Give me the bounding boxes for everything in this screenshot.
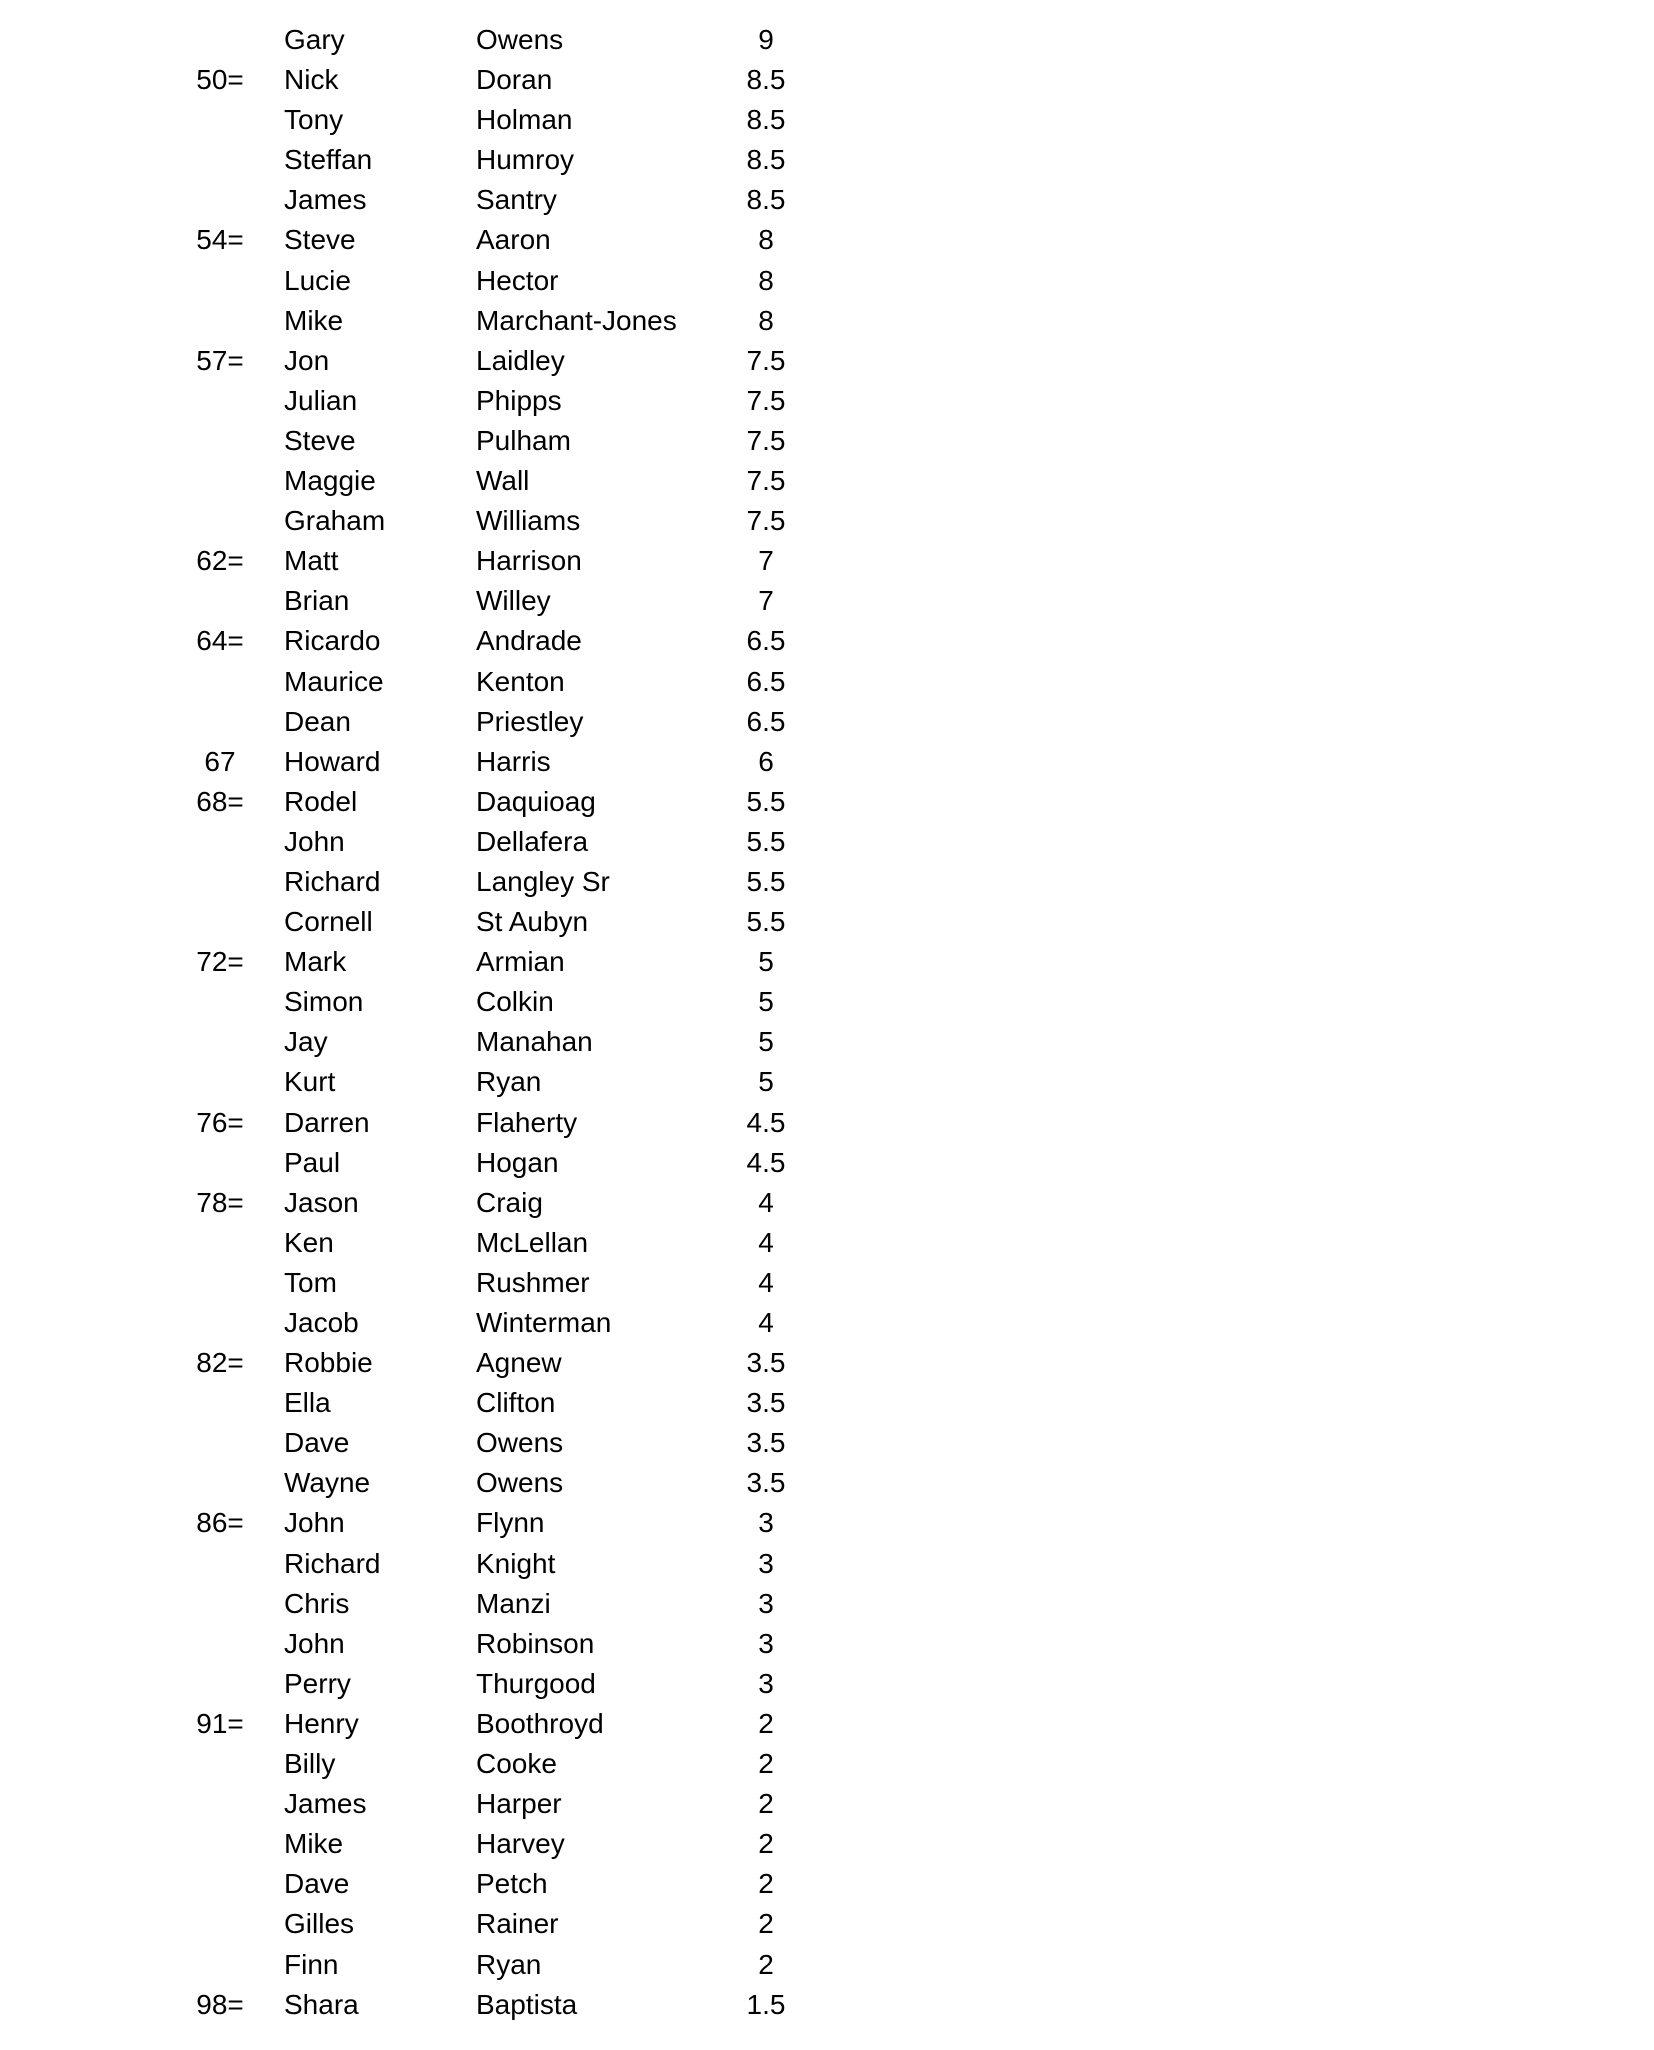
score-cell: 3.5 [746, 1347, 786, 1379]
score-cell: 4.5 [746, 1106, 786, 1138]
score-cell: 5 [758, 946, 774, 978]
first-name-cell: Ella [284, 1387, 331, 1419]
first-name-cell: James [284, 1788, 367, 1820]
score-cell: 9 [758, 24, 774, 55]
table-row [0, 1263, 1654, 1303]
table-row [0, 1062, 1654, 1102]
rank-cell: 64= [196, 625, 244, 657]
score-cell: 8 [758, 264, 774, 296]
last-name-cell: Baptista [476, 1988, 578, 2020]
table-row [0, 782, 1654, 822]
rank-cell: 82= [196, 1347, 244, 1379]
table-row [0, 60, 1654, 100]
last-name-cell: Ryan [476, 1948, 542, 1980]
table-row [0, 822, 1654, 862]
score-cell: 4 [758, 1226, 774, 1258]
score-cell: 7.5 [746, 344, 786, 376]
last-name-cell: Dellafera [476, 825, 589, 857]
table-row [0, 982, 1654, 1022]
score-cell: 5.5 [746, 825, 786, 857]
last-name-cell: Hector [476, 264, 559, 296]
first-name-cell: Billy [284, 1748, 336, 1780]
score-cell: 3 [758, 1587, 774, 1619]
table-row [0, 862, 1654, 902]
rank-cell: 91= [196, 1707, 244, 1739]
score-cell: 7.5 [746, 465, 786, 497]
table-row [0, 541, 1654, 581]
first-name-cell: Mike [284, 1828, 344, 1860]
score-cell: 2 [758, 1908, 774, 1940]
first-name-cell: Jacob [284, 1307, 359, 1338]
first-name-cell: Ken [284, 1226, 334, 1258]
rank-cell: 98= [196, 1988, 244, 2020]
table-row [0, 1103, 1654, 1143]
score-cell: 8.5 [746, 104, 786, 136]
first-name-cell: Jay [284, 1026, 328, 1058]
table-row [0, 942, 1654, 982]
first-name-cell: Matt [284, 545, 339, 577]
table-row [0, 742, 1654, 782]
table-row [0, 421, 1654, 461]
last-name-cell: Winterman [476, 1307, 612, 1338]
last-name-cell: Colkin [476, 986, 554, 1018]
score-cell: 5 [758, 1066, 774, 1098]
last-name-cell: Owens [476, 24, 564, 55]
last-name-cell: Phipps [476, 384, 562, 416]
first-name-cell: Robbie [284, 1347, 373, 1379]
last-name-cell: Clifton [476, 1387, 556, 1419]
first-name-cell: Steve [284, 424, 356, 456]
first-name-cell: John [284, 1507, 345, 1539]
table-row [0, 1183, 1654, 1223]
table-row [0, 301, 1654, 341]
first-name-cell: Julian [284, 384, 358, 416]
table-row [0, 341, 1654, 381]
last-name-cell: Flynn [476, 1507, 545, 1539]
table-row [0, 140, 1654, 180]
score-cell: 2 [758, 1948, 774, 1980]
score-cell: 7 [758, 585, 774, 617]
table-row [0, 702, 1654, 742]
first-name-cell: Dave [284, 1868, 350, 1900]
last-name-cell: Armian [476, 946, 565, 978]
first-name-cell: Richard [284, 1547, 381, 1579]
table-row [0, 581, 1654, 621]
table-row [0, 1343, 1654, 1383]
table-row [0, 1824, 1654, 1864]
table-row [0, 662, 1654, 702]
first-name-cell: Tom [284, 1266, 337, 1298]
table-row [0, 1584, 1654, 1624]
score-cell: 4 [758, 1266, 774, 1298]
last-name-cell: Priestley [476, 705, 584, 737]
table-row [0, 1784, 1654, 1824]
score-cell: 8 [758, 304, 774, 336]
rank-cell: 72= [196, 946, 244, 978]
table-row [0, 461, 1654, 501]
score-cell: 5.5 [746, 865, 786, 897]
first-name-cell: Brian [284, 585, 350, 617]
score-cell: 7.5 [746, 384, 786, 416]
table-row [0, 100, 1654, 140]
score-cell: 3.5 [746, 1387, 786, 1419]
first-name-cell: Wayne [284, 1467, 371, 1499]
last-name-cell: Owens [476, 1427, 564, 1459]
first-name-cell: Howard [284, 745, 381, 777]
last-name-cell: Agnew [476, 1347, 562, 1379]
rank-cell: 78= [196, 1186, 244, 1218]
table-row [0, 1704, 1654, 1744]
last-name-cell: Ryan [476, 1066, 542, 1098]
last-name-cell: Manzi [476, 1587, 551, 1619]
first-name-cell: Jason [284, 1186, 359, 1218]
table-row [0, 20, 1654, 60]
score-cell: 5.5 [746, 785, 786, 817]
score-cell: 2 [758, 1788, 774, 1820]
score-cell: 3.5 [746, 1427, 786, 1459]
score-cell: 2 [758, 1868, 774, 1900]
score-cell: 7.5 [746, 505, 786, 537]
first-name-cell: Finn [284, 1948, 339, 1980]
first-name-cell: Darren [284, 1106, 370, 1138]
first-name-cell: Tony [284, 104, 344, 136]
last-name-cell: Harvey [476, 1828, 565, 1860]
first-name-cell: Richard [284, 865, 381, 897]
rank-cell: 86= [196, 1507, 244, 1539]
first-name-cell: Steve [284, 224, 356, 256]
table-row [0, 180, 1654, 220]
score-cell: 7 [758, 545, 774, 577]
last-name-cell: Owens [476, 1467, 564, 1499]
table-row [0, 902, 1654, 942]
score-cell: 4 [758, 1307, 774, 1338]
first-name-cell: John [284, 825, 345, 857]
score-cell: 3 [758, 1507, 774, 1539]
table-row [0, 1664, 1654, 1704]
last-name-cell: Holman [476, 104, 573, 136]
last-name-cell: Manahan [476, 1026, 593, 1058]
table-row [0, 1544, 1654, 1584]
last-name-cell: Pulham [476, 424, 571, 456]
first-name-cell: Shara [284, 1988, 359, 2020]
last-name-cell: Laidley [476, 344, 565, 376]
last-name-cell: Doran [476, 64, 553, 96]
last-name-cell: Cooke [476, 1748, 557, 1780]
first-name-cell: Maurice [284, 665, 384, 697]
first-name-cell: John [284, 1627, 345, 1659]
table-row [0, 261, 1654, 301]
first-name-cell: Kurt [284, 1066, 336, 1098]
score-cell: 6 [758, 745, 774, 777]
table-row [0, 1904, 1654, 1944]
last-name-cell: Robinson [476, 1627, 595, 1659]
first-name-cell: Mark [284, 946, 347, 978]
first-name-cell: Dave [284, 1427, 350, 1459]
score-cell: 8.5 [746, 144, 786, 176]
table-row [0, 1985, 1654, 2025]
score-cell: 5 [758, 1026, 774, 1058]
last-name-cell: Rushmer [476, 1266, 590, 1298]
first-name-cell: Graham [284, 505, 386, 537]
last-name-cell: St Aubyn [476, 906, 589, 938]
table-row [0, 1423, 1654, 1463]
table-row [0, 1223, 1654, 1263]
last-name-cell: Harris [476, 745, 551, 777]
first-name-cell: Rodel [284, 785, 358, 817]
last-name-cell: Kenton [476, 665, 565, 697]
rank-cell: 50= [196, 64, 244, 96]
table-row [0, 381, 1654, 421]
score-cell: 3 [758, 1667, 774, 1699]
last-name-cell: Wall [476, 465, 530, 497]
table-row [0, 1303, 1654, 1343]
rank-cell: 57= [196, 344, 244, 376]
first-name-cell: Chris [284, 1587, 350, 1619]
first-name-cell: Nick [284, 64, 339, 96]
score-cell: 6.5 [746, 665, 786, 697]
first-name-cell: Steffan [284, 144, 373, 176]
score-cell: 2 [758, 1748, 774, 1780]
table-row [0, 1463, 1654, 1503]
last-name-cell: Knight [476, 1547, 556, 1579]
first-name-cell: Lucie [284, 264, 351, 296]
last-name-cell: Petch [476, 1868, 548, 1900]
table-row [0, 1383, 1654, 1423]
first-name-cell: Ricardo [284, 625, 381, 657]
score-cell: 1.5 [746, 1988, 786, 2020]
last-name-cell: Harrison [476, 545, 582, 577]
rank-cell: 67 [204, 745, 236, 777]
score-cell: 3 [758, 1547, 774, 1579]
score-cell: 8.5 [746, 64, 786, 96]
score-cell: 8 [758, 224, 774, 256]
first-name-cell: Simon [284, 986, 364, 1018]
score-cell: 3 [758, 1627, 774, 1659]
score-cell: 6.5 [746, 625, 786, 657]
first-name-cell: Maggie [284, 465, 376, 497]
first-name-cell: Gary [284, 24, 345, 55]
last-name-cell: Williams [476, 505, 581, 537]
table-row [0, 501, 1654, 541]
score-cell: 8.5 [746, 184, 786, 216]
table-row [0, 1022, 1654, 1062]
last-name-cell: Rainer [476, 1908, 559, 1940]
score-cell: 7.5 [746, 424, 786, 456]
rank-cell: 54= [196, 224, 244, 256]
rank-cell: 76= [196, 1106, 244, 1138]
table-row [0, 1945, 1654, 1985]
first-name-cell: Cornell [284, 906, 373, 938]
last-name-cell: Hogan [476, 1146, 559, 1178]
first-name-cell: Henry [284, 1707, 359, 1739]
table-row [0, 1503, 1654, 1543]
last-name-cell: Thurgood [476, 1667, 596, 1699]
last-name-cell: Andrade [476, 625, 582, 657]
table-row [0, 621, 1654, 661]
table-row [0, 1864, 1654, 1904]
table-row [0, 1143, 1654, 1183]
rank-cell: 68= [196, 785, 244, 817]
rank-cell: 62= [196, 545, 244, 577]
last-name-cell: McLellan [476, 1226, 589, 1258]
last-name-cell: Santry [476, 184, 557, 216]
first-name-cell: Gilles [284, 1908, 355, 1940]
score-cell: 5.5 [746, 906, 786, 938]
score-cell: 4 [758, 1186, 774, 1218]
score-cell: 4.5 [746, 1146, 786, 1178]
first-name-cell: Jon [284, 344, 330, 376]
last-name-cell: Willey [476, 585, 551, 617]
score-cell: 2 [758, 1828, 774, 1860]
last-name-cell: Flaherty [476, 1106, 578, 1138]
table-row [0, 220, 1654, 260]
last-name-cell: Harper [476, 1788, 562, 1820]
score-cell: 3.5 [746, 1467, 786, 1499]
first-name-cell: Paul [284, 1146, 341, 1178]
score-cell: 5 [758, 986, 774, 1018]
table-row [0, 1744, 1654, 1784]
last-name-cell: Marchant-Jones [476, 304, 677, 336]
first-name-cell: Perry [284, 1667, 351, 1699]
last-name-cell: Aaron [476, 224, 551, 256]
score-cell: 6.5 [746, 705, 786, 737]
last-name-cell: Craig [476, 1186, 543, 1218]
table-row [0, 1624, 1654, 1664]
last-name-cell: Boothroyd [476, 1707, 604, 1739]
last-name-cell: Daquioag [476, 785, 596, 817]
first-name-cell: James [284, 184, 367, 216]
standings-table [0, 20, 1654, 2025]
last-name-cell: Langley Sr [476, 865, 610, 897]
last-name-cell: Humroy [476, 144, 575, 176]
first-name-cell: Dean [284, 705, 351, 737]
first-name-cell: Mike [284, 304, 344, 336]
score-cell: 2 [758, 1707, 774, 1739]
